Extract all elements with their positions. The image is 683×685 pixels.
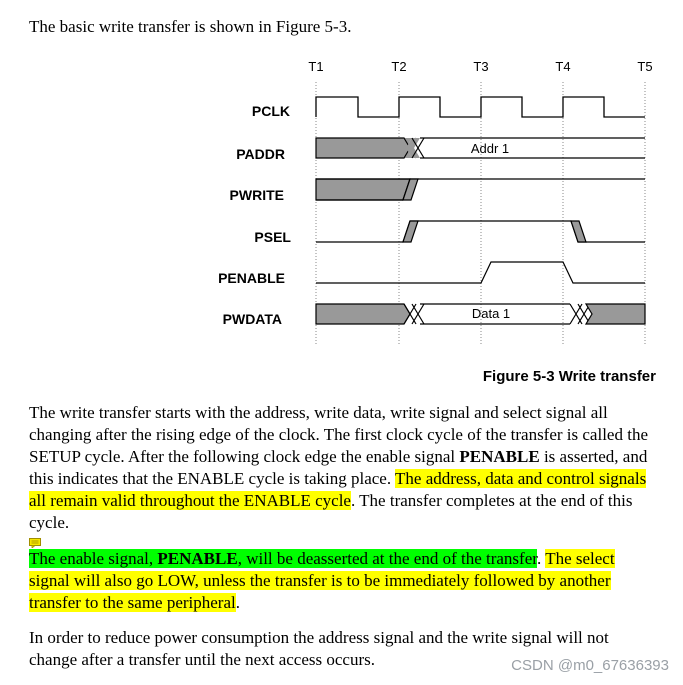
intro-text: The basic write transfer is shown in Figure 5-3. (29, 17, 352, 36)
time-label-t2: T2 (391, 59, 407, 74)
signal-label-pwdata: PWDATA (222, 311, 282, 327)
paddr-value-label: Addr 1 (470, 141, 510, 156)
signal-label-penable: PENABLE (218, 270, 285, 286)
signal-label-pwrite: PWRITE (229, 187, 284, 203)
paragraph-enable-deassert (29, 548, 659, 614)
note-icon[interactable] (29, 538, 41, 548)
signal-label-pclk: PCLK (251, 103, 290, 119)
p1-text: The write transfer starts with the address, write data, write signal and select signal all changing after the rising edge of the clock. The first clock cycle of the transfer is called the SETUP cycle. After the following clock edge the enable signal (29, 403, 648, 466)
paragraph-power: In order to reduce power consumption the address signal and the write signal will not change after a transfer until the next access occurs. (29, 628, 609, 669)
p2-green-bold: PENABLE (157, 549, 238, 568)
time-label-t3: T3 (473, 59, 489, 74)
time-label-t5: T5 (637, 59, 653, 74)
p1-text-2: is asserted, and this indicates that the ENABLE cycle is taking place. (29, 447, 648, 488)
p2-tail: . (235, 593, 240, 612)
signal-label-paddr: PADDR (236, 146, 285, 162)
pwdata-value-label: Data 1 (471, 306, 511, 321)
p2-highlight-yellow: The select signal will also go LOW, unless the transfer is to be immediately followed by another transfer to the same peripheral (29, 549, 615, 612)
p2-green-post: , will be deasserted at the end of the transfer (237, 549, 537, 568)
p1-highlight-yellow: The address, data and control signals all remain valid throughout the ENABLE cycle (29, 469, 647, 510)
time-label-t4: T4 (555, 59, 571, 74)
p2-mid: . (536, 549, 546, 568)
p1-penable-bold: PENABLE (459, 447, 540, 466)
figure-caption: Figure 5-3 Write transfer (482, 368, 656, 385)
p2-green-pre: The enable signal, (29, 549, 158, 568)
pclk-waveform (316, 97, 645, 117)
time-label-t1: T1 (308, 59, 324, 74)
watermark: CSDN @m0_67636393 (511, 657, 669, 674)
signal-label-psel: PSEL (254, 229, 291, 245)
paragraph-write-transfer (29, 402, 659, 534)
write-transfer-timing-diagram (0, 52, 683, 352)
p1-tail: . The transfer completes at the end of this cycle. (29, 491, 633, 532)
